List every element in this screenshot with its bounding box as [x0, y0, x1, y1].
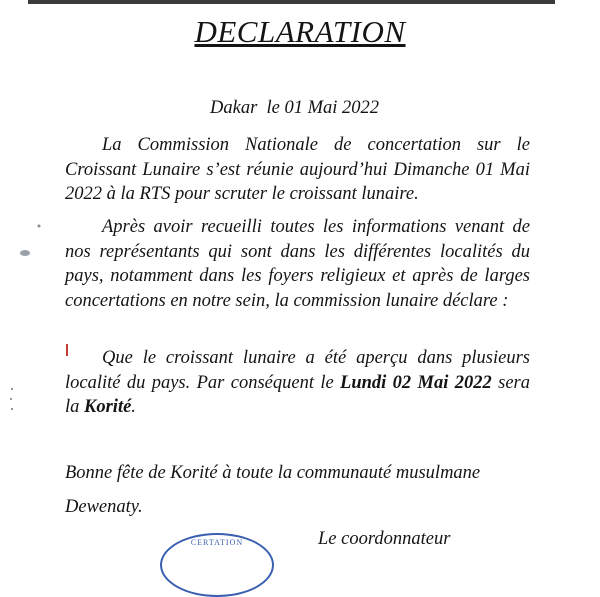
- document-title: DECLARATION: [194, 14, 406, 49]
- korite-date: Lundi 02 Mai 2022: [340, 372, 492, 393]
- paragraph-announcement: [65, 346, 530, 420]
- closing-greeting: Bonne fête de Korité à toute la communauté musulmane: [65, 463, 481, 483]
- margin-marks: [8, 385, 16, 415]
- announcement-text-end: .: [131, 397, 136, 417]
- paragraph-commission: La Commission Nationale de concertation sur le Croissant Lunaire s’est réunie aujourd’hui Dimanche 01 Mai 2022 à la RTS pour scruter le croissant lunaire.: [65, 135, 530, 204]
- korite-name: Korité: [84, 397, 132, 417]
- date-line: Dakar le 01 Mai 2022: [210, 98, 380, 118]
- announcement-text: Que le croissant lunaire a été aperçu dans plusieurs localité du pays. Par conséquent le: [65, 348, 530, 393]
- official-seal: [160, 533, 274, 597]
- paragraph-declaration: Après avoir recueilli toutes les informations venant de nos représentants qui sont dans les différentes localités du pays, notamment dans les foyers religieux et après de larges concertations en notre sein, la commission lunaire déclare :: [65, 217, 530, 311]
- seal-text: CERTATION: [190, 538, 244, 547]
- red-tick-mark: [64, 342, 70, 358]
- closing-community: Dewenaty.: [65, 497, 143, 517]
- top-rule: [28, 0, 555, 4]
- announcement-text-middle: sera la: [65, 372, 530, 417]
- signatory-title: Le coordonnateur: [318, 529, 451, 549]
- scan-speck-mark: [18, 248, 32, 258]
- scan-dot-mark: [36, 223, 42, 229]
